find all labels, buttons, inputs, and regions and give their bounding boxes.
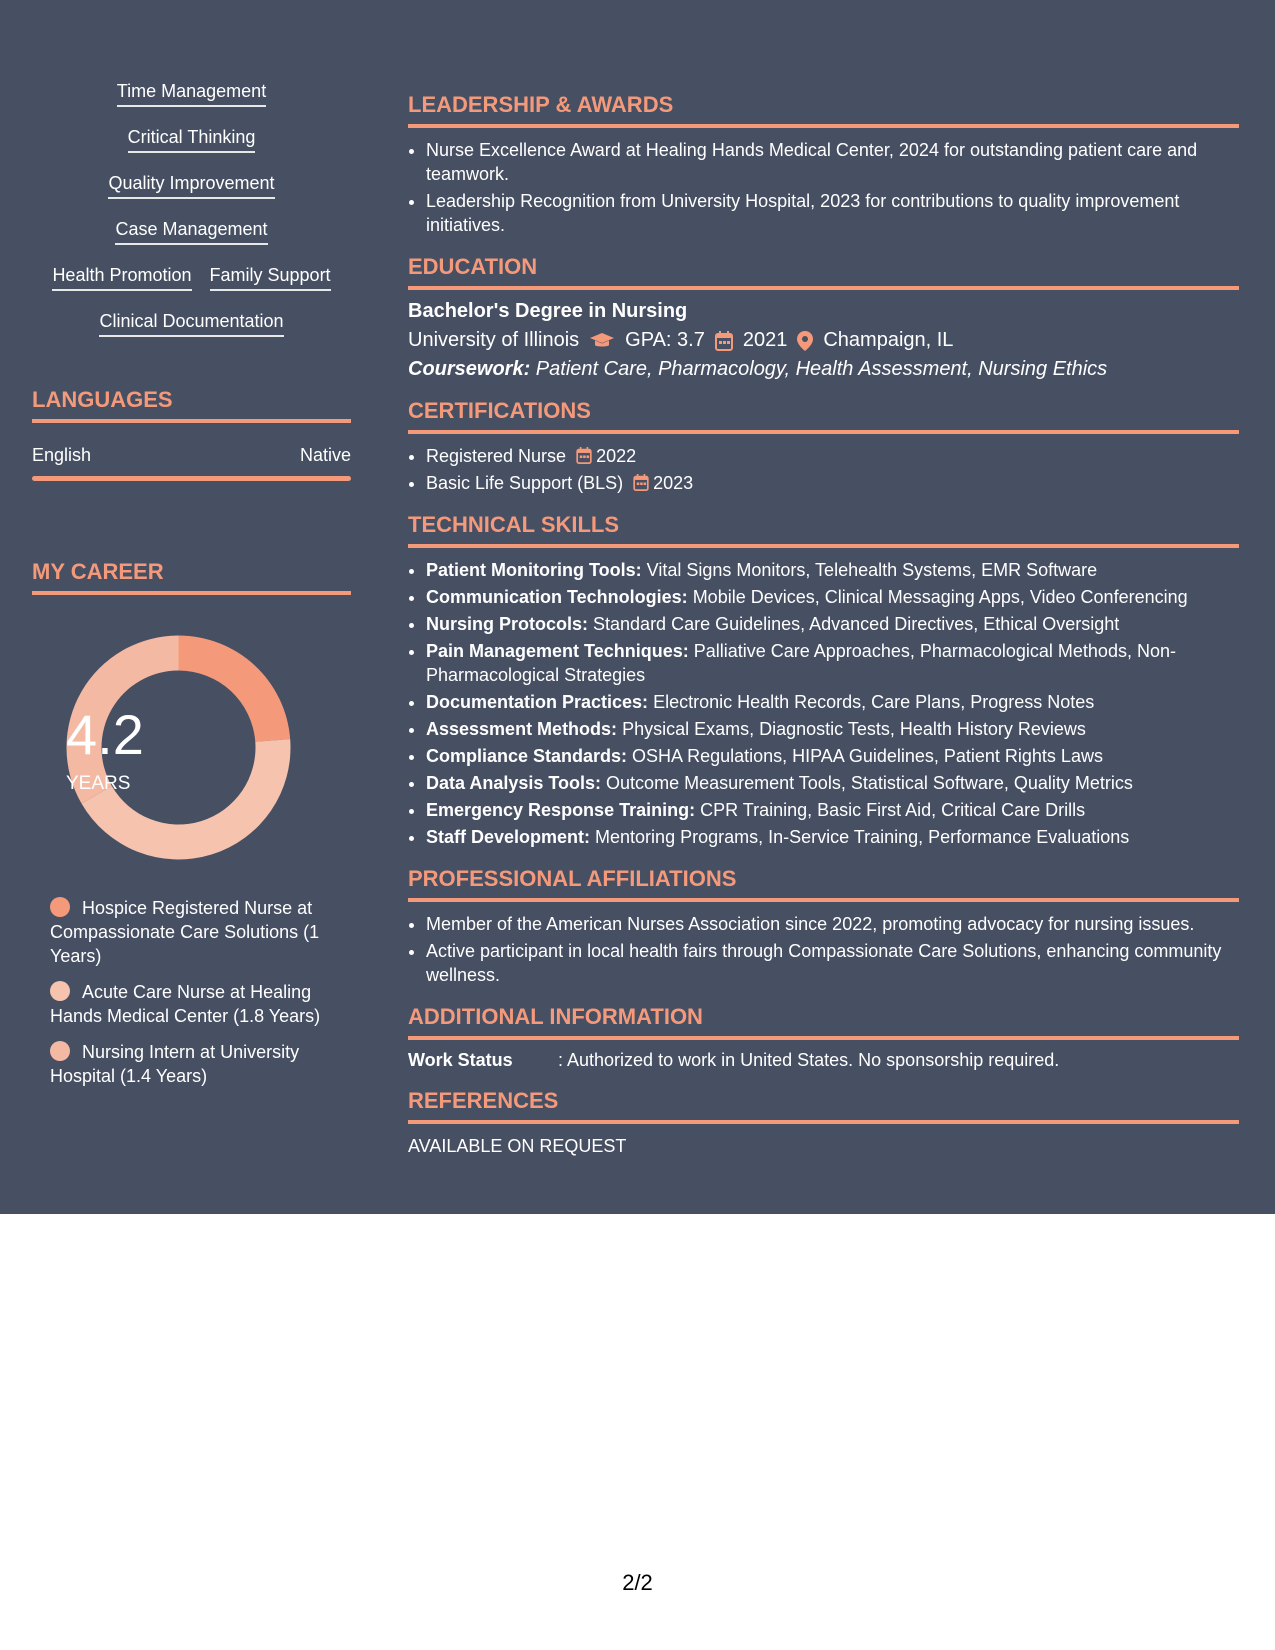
graduation-year: 2021 [742, 329, 788, 351]
skill-tag: Critical Thinking [128, 126, 256, 153]
skill-label: Assessment Methods: [426, 719, 618, 739]
technical-skill-item [426, 717, 1239, 741]
calendar-icon [576, 447, 592, 464]
list-item: • Active participant in local health fairs through Compassionate Care Solutions, enhancing community wellness. [426, 939, 1239, 987]
location-pin-icon [797, 331, 813, 351]
affiliations-heading: PROFESSIONAL AFFILIATIONS [408, 866, 1239, 902]
career-list [32, 896, 335, 1088]
skill-row [32, 172, 351, 199]
career-item-text: Acute Care Nurse at Healing Hands Medical Center (1.8 Years) [50, 982, 321, 1026]
certification-year: 2022 [596, 446, 637, 466]
references-heading: REFERENCES [408, 1088, 1239, 1124]
additional-info-section [408, 1004, 1239, 1071]
technical-skill-item [426, 585, 1239, 609]
skill-text: Electronic Health Records, Care Plans, Progress Notes [648, 692, 1095, 712]
skill-label: Pain Management Techniques: [426, 641, 689, 661]
career-item [50, 1040, 335, 1088]
skill-text: Palliative Care Approaches, Pharmacological Methods, Non-Pharmacological Strategies [426, 641, 1176, 685]
work-status-row [408, 1050, 1239, 1071]
total-years: 4.2 [66, 703, 144, 766]
technical-skills-section [408, 512, 1239, 849]
language-row [32, 445, 351, 466]
skill-text: Physical Exams, Diagnostic Tests, Health History Reviews [617, 719, 1086, 739]
skill-row [32, 310, 351, 337]
skill-tag: Clinical Documentation [99, 310, 283, 337]
school-name: University of Illinois [408, 329, 580, 351]
languages-heading: LANGUAGES [32, 387, 351, 423]
coursework-label: Coursework: [408, 358, 531, 380]
leadership-heading: LEADERSHIP & AWARDS [408, 92, 1239, 128]
skill-label: Patient Monitoring Tools: [426, 560, 642, 580]
references-section [408, 1088, 1239, 1157]
technical-skill-item [426, 825, 1239, 849]
page-number: 2/2 [622, 1570, 653, 1595]
skill-text: Mentoring Programs, In-Service Training, Performance Evaluations [590, 827, 1130, 847]
career-donut [66, 635, 291, 860]
list-item: • Leadership Recognition from University Hospital, 2023 for contributions to quality improvement initiatives. [426, 189, 1239, 237]
affiliations-section [408, 866, 1239, 987]
career-dot [50, 1041, 70, 1061]
work-status-label: Work Status [408, 1050, 513, 1070]
skill-text: Mobile Devices, Clinical Messaging Apps, Video Conferencing [687, 587, 1188, 607]
technical-skill-item [426, 744, 1239, 768]
degree-title: Bachelor's Degree in Nursing [408, 300, 688, 322]
references-text: AVAILABLE ON REQUEST [408, 1136, 627, 1156]
work-status-value: : Authorized to work in United States. No sponsorship required. [558, 1050, 1060, 1070]
technical-skill-item [426, 612, 1239, 636]
language-level: Native [299, 445, 351, 465]
certification-item [426, 444, 1239, 468]
language-proficiency-bar [32, 476, 351, 481]
skill-tag: Time Management [117, 80, 266, 107]
calendar-icon [715, 331, 733, 351]
education-section [408, 254, 1239, 381]
career-heading: MY CAREER [32, 559, 351, 595]
school-location: Champaign, IL [823, 329, 954, 351]
list-item: • Member of the American Nurses Association since 2022, promoting advocacy for nursing issues. [426, 912, 1239, 936]
skill-text: CPR Training, Basic First Aid, Critical Care Drills [695, 800, 1086, 820]
coursework [408, 358, 1239, 381]
skill-tag: Case Management [115, 218, 267, 245]
gpa: GPA: 3.7 [625, 329, 705, 351]
additional-info-heading: ADDITIONAL INFORMATION [408, 1004, 1239, 1040]
skill-label: Communication Technologies: [426, 587, 688, 607]
skill-row [32, 80, 351, 107]
skill-label: Data Analysis Tools: [426, 773, 602, 793]
years-label: YEARS [66, 773, 131, 794]
skill-tag: Health Promotion [52, 264, 191, 291]
left-column [32, 80, 351, 1100]
certification-name: Basic Life Support (BLS) [426, 473, 624, 493]
technical-skills-heading: TECHNICAL SKILLS [408, 512, 1239, 548]
languages-section [32, 387, 351, 481]
career-section [32, 559, 351, 1088]
certifications-section [408, 398, 1239, 495]
technical-skill-item [426, 798, 1239, 822]
technical-skill-item [426, 639, 1239, 687]
skill-label: Staff Development: [426, 827, 591, 847]
skill-text: OSHA Regulations, HIPAA Guidelines, Patient Rights Laws [627, 746, 1103, 766]
skill-row [32, 218, 351, 245]
skill-text: Standard Care Guidelines, Advanced Directives, Ethical Oversight [588, 614, 1120, 634]
skill-text: Vital Signs Monitors, Telehealth Systems, EMR Software [641, 560, 1098, 580]
calendar-icon [633, 474, 649, 491]
certification-year: 2023 [653, 473, 694, 493]
right-column [408, 92, 1239, 1174]
coursework-text: Patient Care, Pharmacology, Health Assessment, Nursing Ethics [530, 358, 1108, 380]
technical-skill-item [426, 690, 1239, 714]
list-item: • Nurse Excellence Award at Healing Hands Medical Center, 2024 for outstanding patient care and teamwork. [426, 138, 1239, 186]
career-dot [50, 897, 70, 917]
technical-skill-item [426, 558, 1239, 582]
career-item-text: Nursing Intern at University Hospital (1.4 Years) [50, 1042, 300, 1086]
graduation-cap-icon [589, 332, 615, 350]
education-heading: EDUCATION [408, 254, 1239, 290]
career-item [50, 980, 335, 1028]
skill-label: Emergency Response Training: [426, 800, 696, 820]
career-item-text: Hospice Registered Nurse at Compassionate Care Solutions (1 Years) [50, 898, 320, 966]
skill-tag: Family Support [210, 264, 331, 291]
skill-label: Nursing Protocols: [426, 614, 589, 634]
technical-skill-item [426, 771, 1239, 795]
skill-row [32, 264, 351, 291]
skills-list [32, 80, 351, 337]
career-item [50, 896, 335, 968]
skill-label: Documentation Practices: [426, 692, 649, 712]
skill-text: Outcome Measurement Tools, Statistical Software, Quality Metrics [601, 773, 1133, 793]
skill-row [32, 126, 351, 153]
skill-tag: Quality Improvement [108, 172, 274, 199]
certification-item [426, 471, 1239, 495]
certification-name: Registered Nurse [426, 446, 567, 466]
skill-label: Compliance Standards: [426, 746, 628, 766]
leadership-section [408, 92, 1239, 237]
education-meta [408, 329, 1239, 352]
language-name: English [32, 445, 92, 465]
certifications-heading: CERTIFICATIONS [408, 398, 1239, 434]
career-dot [50, 981, 70, 1001]
